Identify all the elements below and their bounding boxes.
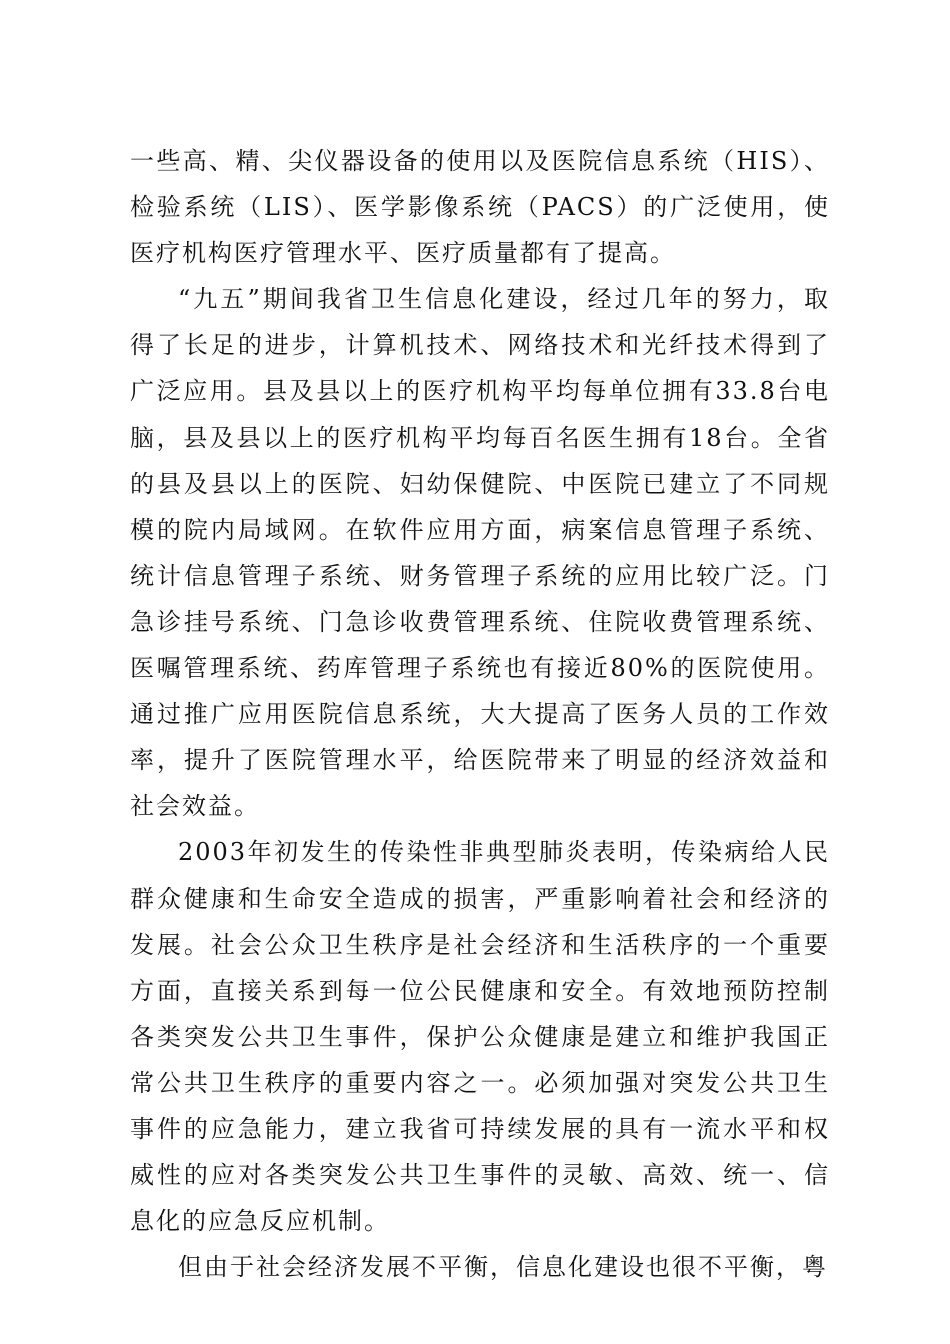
paragraph-3: 2003年初发生的传染性非典型肺炎表明，传染病给人民群众健康和生命安全造成的损害，严重影响着社会和经济的发展。社会公众卫生秩序是社会经济和生活秩序的一个重要方面，直接关系到每一位公民健康和安全。有效地预防控制各类突发公共卫生事件，保护公众健康是建立和维护我国正常公共卫生秩序的重要内容之一。必须加强对突发公共卫生事件的应急能力，建立我省可持续发展的具有一流水平和权威性的应对各类突发公共卫生事件的灵敏、高效、统一、信息化的应急反应机制。	[130, 838, 830, 1236]
paragraph-1: 一些高、精、尖仪器设备的使用以及医院信息系统（HIS）、检验系统（LIS）、医学影像系统（PACS）的广泛使用，使医疗机构医疗管理水平、医疗质量都有了提高。	[130, 147, 830, 268]
paragraph-4: 但由于社会经济发展不平衡，信息化建设也很不平衡，粤	[178, 1253, 828, 1282]
paragraph-2: “九五”期间我省卫生信息化建设，经过几年的努力，取得了长足的进步，计算机技术、网络技术和光纤技术得到了广泛应用。县及县以上的医疗机构平均每单位拥有33.8台电脑，县及县以上的医疗机构平均每百名医生拥有18台。全省的县及县以上的医院、妇幼保健院、中医院已建立了不同规模的院内局域网。在软件应用方面，病案信息管理子系统、统计信息管理子系统、财务管理子系统的应用比较广泛。门急诊挂号系统、门急诊收费管理系统、住院收费管理系统、医嘱管理系统、药库管理子系统也有接近80%的医院使用。通过推广应用医院信息系统，大大提高了医务人员的工作效率，提升了医院管理水平，给医院带来了明显的经济效益和社会效益。	[130, 285, 830, 821]
body-text	[130, 138, 830, 1290]
